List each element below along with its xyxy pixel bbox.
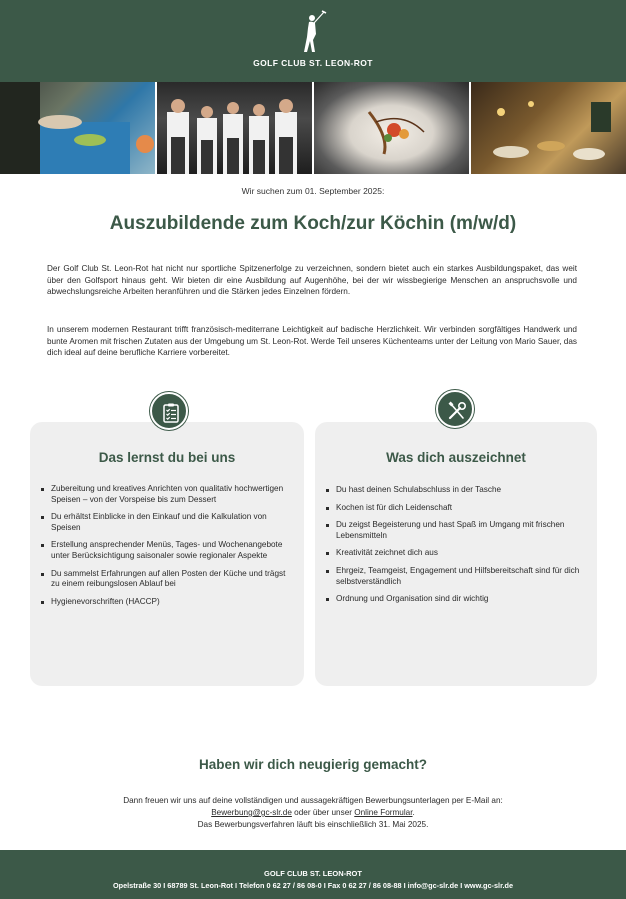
chef-cutting-photo (0, 82, 155, 174)
profile-list (325, 485, 587, 612)
footer-club-name: GOLF CLUB ST. LEON-ROT (264, 869, 362, 878)
list-item: Kreativität zeichnet dich aus (325, 548, 587, 559)
photo-strip (0, 82, 626, 174)
email-link[interactable]: Bewerbung@gc-slr.de (211, 808, 292, 817)
clipboard-checklist-icon (150, 392, 188, 430)
profile-card (315, 422, 597, 686)
list-item: Kochen ist für dich Leidenschaft (325, 503, 587, 514)
header-bar (0, 0, 626, 82)
list-item: Du erhältst Einblicke in den Einkauf und die Kalkulation von Speisen (40, 512, 294, 533)
online-form-link[interactable]: Online Formular (354, 808, 413, 817)
learn-card-title: Das lernst du bei uns (98, 450, 236, 465)
list-item: Zubereitung und kreatives Anrichten von qualitativ hochwertigen Speisen – von der Vorspeise bis zum Dessert (40, 484, 294, 505)
cta-title: Haben wir dich neugierig gemacht? (198, 757, 428, 772)
tools-icon (436, 390, 474, 428)
deadline-line: Das Bewerbungsverfahren läuft bis einschließlich 31. Mai 2025. (197, 820, 429, 829)
start-date-line: Wir suchen zum 01. September 2025: (241, 186, 385, 196)
list-item: Ehrgeiz, Teamgeist, Engagement und Hilfsbereitschaft sind für dich selbstverständlich (325, 566, 587, 587)
list-item: Du sammelst Erfahrungen auf allen Posten der Küche und trägst zu einem reibungslosen Ablauf bei (40, 569, 294, 590)
learn-list (40, 484, 294, 614)
golfer-logo-icon (298, 10, 328, 54)
intro-paragraph: Der Golf Club St. Leon-Rot hat nicht nur sportliche Spitzenerfolge zu verzeichnen, sondern bietet auch ein starkes Ausbildungspaket, das weit über den Golfsport hinaus geht. Wir bieten dir eine Ausbildung auf Augenhöhe, bei der wir wissbegierige Menschen an anspruchsvolle und abwechslungsreiche Arbeiten heranführen und die Stärken jedes Einzelnen fördern. (47, 264, 577, 297)
list-item: Ordnung und Organisation sind dir wichtig (325, 594, 587, 605)
list-item: Du zeigst Begeisterung und hast Spaß im Umgang mit frischen Lebensmitteln (325, 520, 587, 541)
cta-line: Dann freuen wir uns auf deine vollständigen und aussagekräftigen Bewerbungsunterlagen per E-Mail an: (123, 796, 503, 805)
club-name: GOLF CLUB ST. LEON-ROT (253, 58, 373, 68)
learn-card (30, 422, 304, 686)
page-title: Auszubildende zum Koch/zur Köchin (m/w/d) (109, 213, 517, 234)
list-item: Du hast deinen Schulabschluss in der Tasche (325, 485, 587, 496)
buffet-photo (471, 82, 626, 174)
list-item: Hygienevorschriften (HACCP) (40, 597, 294, 608)
restaurant-paragraph: In unserem modernen Restaurant trifft französisch-mediterrane Leichtigkeit auf badische Herzlichkeit. Wir verbinden sorgfältiges Handwerk und bunte Aromen mit frischen Zutaten aus der Umgebung um St. Leon-Rot. Werde Teil unseres Küchenteams unter der Leitung von Mario Sauer, das dich ideal auf deine berufliche Karriere vorbereitet. (47, 325, 577, 358)
footer-bar (0, 850, 626, 899)
profile-card-title: Was dich auszeichnet (386, 450, 526, 465)
footer-address: Opelstraße 30 I 68789 St. Leon-Rot I Telefon 0 62 27 / 86 08-0 I Fax 0 62 27 / 86 08-88 I info@gc-slr.de I www.gc-slr.de (112, 881, 514, 890)
kitchen-team-photo (157, 82, 312, 174)
cta-contact-line: Bewerbung@gc-slr.de oder über unser Online Formular. (211, 808, 415, 817)
list-item: Erstellung ansprechender Menüs, Tages- und Wochenangebote unter Berücksichtigung saisonaler sowie regionaler Aspekte (40, 540, 294, 561)
plated-dish-photo (314, 82, 469, 174)
